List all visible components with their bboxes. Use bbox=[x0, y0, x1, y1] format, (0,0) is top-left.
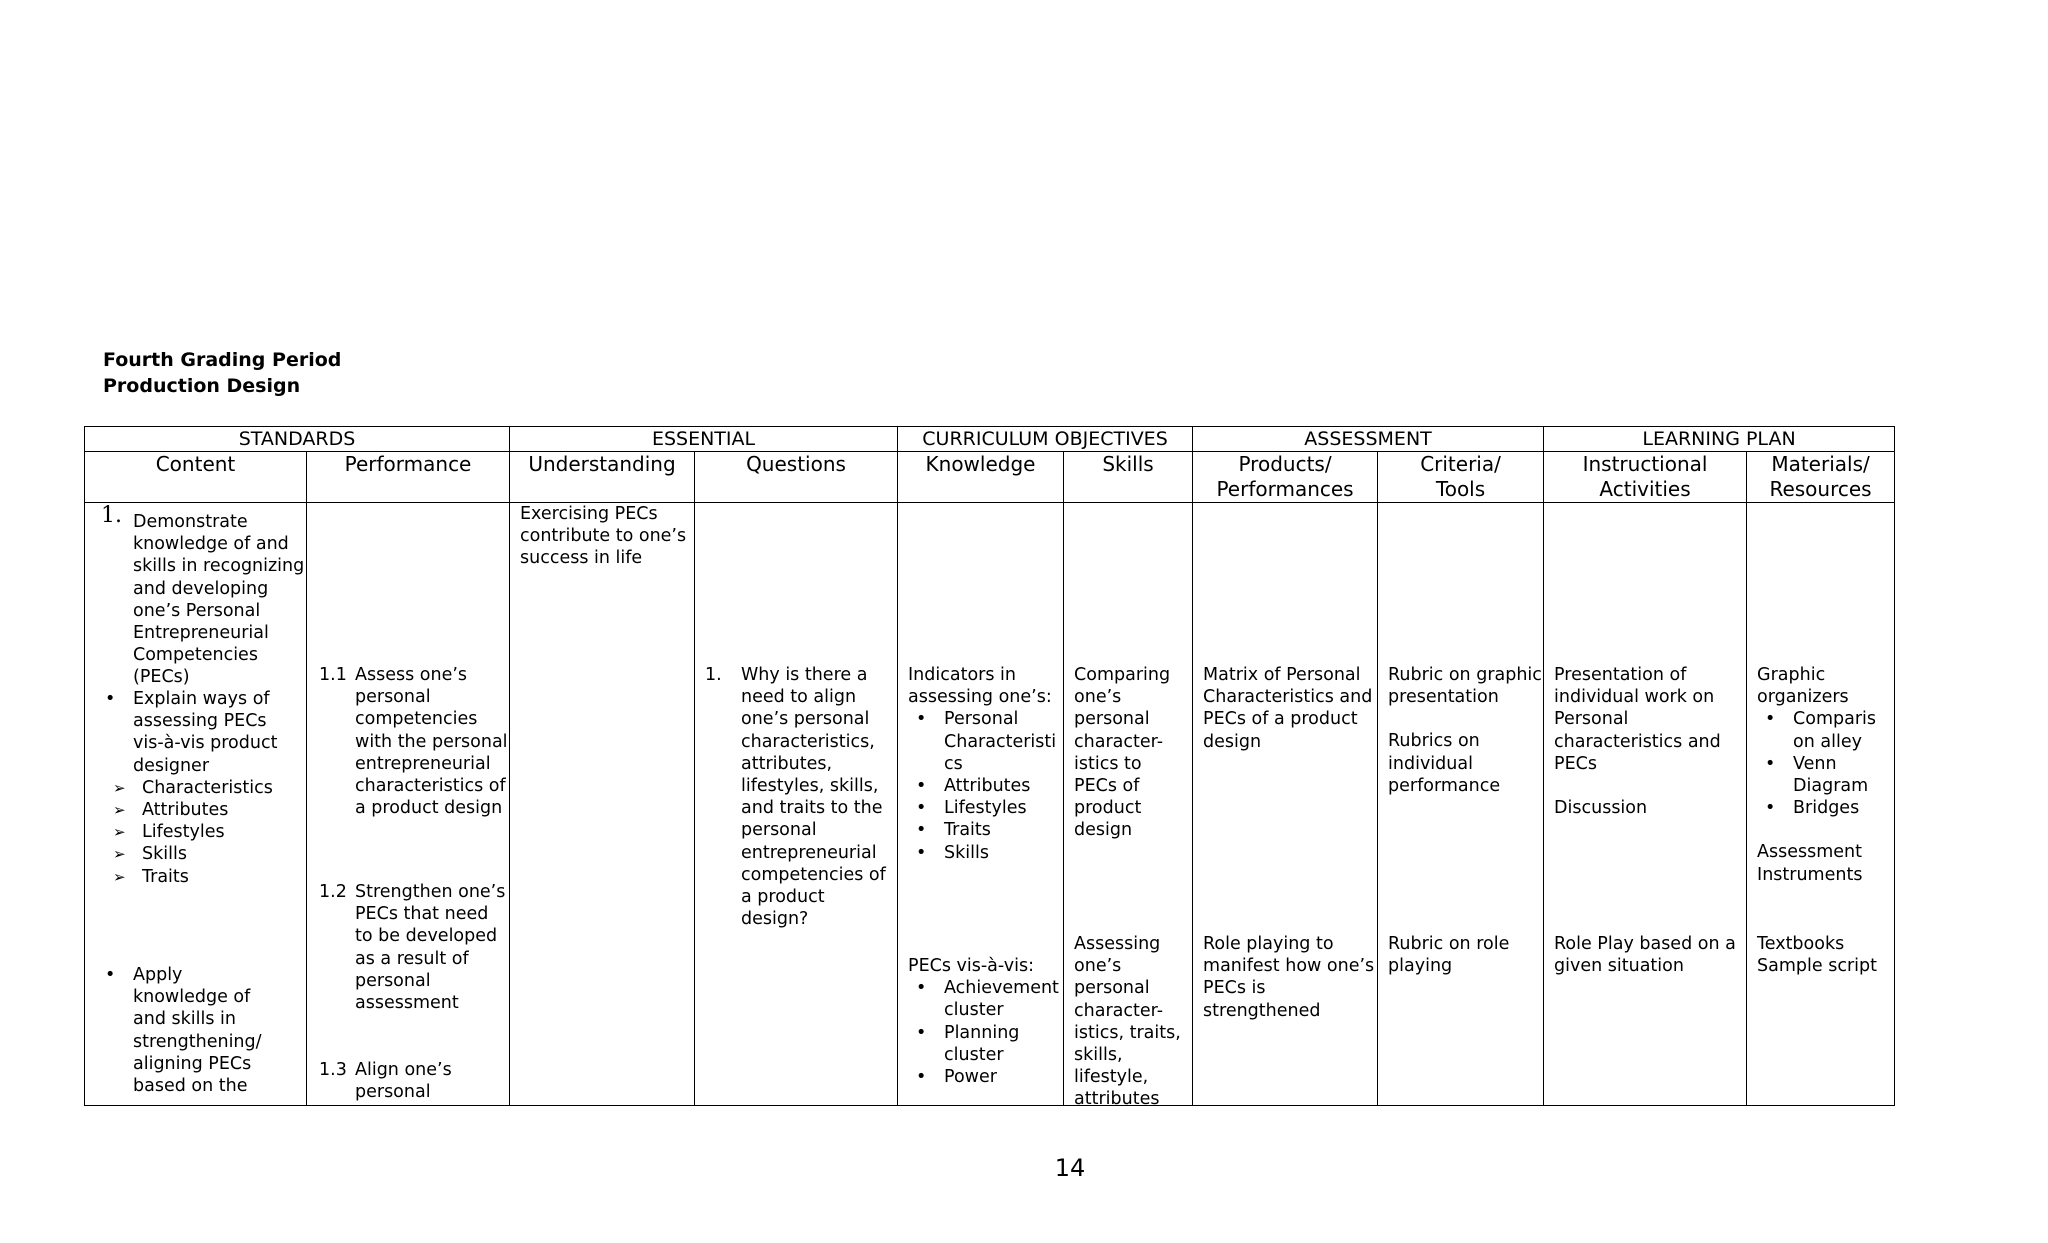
content-bullet-explain bbox=[97, 688, 305, 777]
list-item bbox=[908, 842, 1063, 864]
text-line: knowledge of and bbox=[133, 534, 289, 555]
text-line: skills, bbox=[1074, 1045, 1123, 1066]
text-line: characteristics and bbox=[1554, 731, 1721, 752]
sub-header-row bbox=[85, 452, 1895, 503]
text-line: • Planning bbox=[944, 1022, 1020, 1043]
text-line: personal bbox=[1074, 978, 1150, 999]
text-line: personal bbox=[355, 1082, 431, 1103]
text-line: • Lifestyles bbox=[944, 798, 1027, 819]
subject-title: Production Design bbox=[103, 375, 301, 397]
text-line: Sample script bbox=[1757, 956, 1877, 977]
text-line: Why is there a bbox=[741, 665, 868, 685]
text-line: design bbox=[1203, 731, 1262, 752]
text-line: PECs is bbox=[1203, 978, 1266, 999]
header-skills: Skills bbox=[1064, 452, 1193, 503]
cell-criteria bbox=[1378, 503, 1544, 1106]
products-role-playing bbox=[1203, 933, 1377, 1022]
cell-materials bbox=[1747, 503, 1895, 1106]
text-line: presentation bbox=[1388, 687, 1499, 708]
text-line: individual work on bbox=[1554, 687, 1715, 708]
text-line: personal bbox=[741, 820, 817, 841]
text-line: attributes, bbox=[741, 753, 833, 774]
text-line: entrepreneurial bbox=[355, 753, 491, 774]
instructional-role-play bbox=[1554, 933, 1746, 977]
text-line: • Apply bbox=[133, 965, 183, 985]
cell-content bbox=[85, 503, 307, 1106]
text-line: success in life bbox=[520, 548, 643, 569]
instructional-discussion bbox=[1554, 797, 1746, 819]
text-line: a product design bbox=[355, 798, 503, 819]
header-standards: STANDARDS bbox=[85, 427, 510, 452]
header-performance: Performance bbox=[307, 452, 510, 503]
document-heading bbox=[103, 347, 341, 399]
text-line: Rubric on graphic bbox=[1388, 665, 1542, 685]
list-item bbox=[908, 1066, 1063, 1088]
header-learning-plan: LEARNING PLAN bbox=[1544, 427, 1895, 452]
text-line: given situation bbox=[1554, 956, 1684, 977]
text-line: performance bbox=[1388, 775, 1501, 796]
header-questions: Questions bbox=[695, 452, 898, 503]
text-line: (PECs) bbox=[133, 667, 190, 688]
table-row bbox=[85, 503, 1895, 1106]
text-line: lifestyles, skills, bbox=[741, 776, 879, 797]
text-line: one’s bbox=[1074, 687, 1122, 708]
text-line: as a result of bbox=[355, 948, 469, 969]
text-line: Rubric on role bbox=[1388, 934, 1510, 954]
text-line: Comparing bbox=[1074, 665, 1171, 685]
performance-1-2 bbox=[355, 881, 509, 1014]
header-instructional: Instructional Activities bbox=[1544, 452, 1747, 503]
text-line: on alley bbox=[1793, 731, 1862, 752]
text-line: and developing bbox=[133, 578, 269, 599]
header-curriculum-objectives: CURRICULUM OBJECTIVES bbox=[898, 427, 1193, 452]
products-matrix bbox=[1203, 664, 1377, 753]
text-line: cluster bbox=[944, 1044, 1004, 1065]
text-line: Role Play based on a bbox=[1554, 934, 1736, 954]
text-line: • Personal bbox=[944, 709, 1019, 730]
text-line: Assessing bbox=[1074, 934, 1161, 954]
curriculum-guide-table bbox=[84, 426, 1895, 1110]
content-item-text bbox=[133, 511, 305, 689]
list-item bbox=[1757, 797, 1894, 819]
text-line: Textbooks bbox=[1757, 934, 1845, 954]
text-line: istics, traits, bbox=[1074, 1022, 1181, 1043]
text-line: personal bbox=[355, 687, 431, 708]
text-line: PECs bbox=[1554, 753, 1597, 774]
page-number: 14 bbox=[1054, 1154, 1086, 1182]
text-line: skills in recognizing bbox=[133, 556, 305, 577]
text-line: Characteristi bbox=[944, 731, 1057, 752]
text-line: entrepreneurial bbox=[741, 842, 877, 863]
criteria-role-playing bbox=[1388, 933, 1543, 977]
text-line: manifest how one’s bbox=[1203, 956, 1375, 977]
text-line: Discussion bbox=[1554, 798, 1648, 819]
header-content: Content bbox=[85, 452, 307, 503]
text-line: Competencies bbox=[133, 645, 258, 666]
text-line: PECs that need bbox=[355, 904, 489, 925]
text-line: Personal bbox=[1554, 709, 1629, 730]
performance-1-3 bbox=[355, 1059, 509, 1103]
text-line: Characteristics and bbox=[1203, 687, 1373, 708]
materials-assessment bbox=[1757, 841, 1894, 885]
cell-performance: 1.1 Assess one’s personal competencies with the personal entrepreneurial characteristics of a product design 1.2 Strengthen one’s PECs that need to be developed as a result of personal assessment 1.3 Align one’s personal bbox=[307, 503, 510, 1106]
text-line: assessing PECs bbox=[133, 711, 267, 732]
text-line: Rubrics on bbox=[1388, 731, 1480, 752]
content-arrow-list bbox=[97, 777, 305, 888]
header-products: Products/ Performances bbox=[1193, 452, 1378, 503]
criteria-individual bbox=[1388, 730, 1543, 797]
group-header-row bbox=[85, 427, 1895, 452]
text-line: a product bbox=[741, 887, 825, 908]
text-line: Assessment bbox=[1757, 842, 1863, 863]
text-line: Role playing to bbox=[1203, 934, 1334, 954]
text-line: strengthening/ bbox=[133, 1031, 262, 1052]
list-item: ➢ Traits bbox=[97, 866, 305, 888]
text-line: based on the bbox=[133, 1076, 248, 1097]
text-line: strengthened bbox=[1203, 1000, 1321, 1021]
header-criteria: Criteria/ Tools bbox=[1378, 452, 1544, 503]
knowledge-cluster-list bbox=[908, 977, 1063, 1088]
text-line: and skills in bbox=[133, 1009, 236, 1030]
text-line: design bbox=[1074, 820, 1133, 841]
text-line: individual bbox=[1388, 753, 1473, 774]
text-line: Graphic bbox=[1757, 665, 1826, 685]
text-line: • Power bbox=[944, 1067, 997, 1088]
text-line: • Venn bbox=[1793, 753, 1837, 774]
text-line: competencies of bbox=[741, 864, 886, 885]
text-line: one’s Personal bbox=[133, 600, 261, 621]
text-line: need to align bbox=[741, 687, 857, 708]
cell-instructional bbox=[1544, 503, 1747, 1106]
text-line: competencies bbox=[355, 709, 478, 730]
content-item-number: 1. bbox=[101, 503, 122, 528]
materials-organizer-list bbox=[1757, 708, 1894, 819]
skills-assessing bbox=[1074, 933, 1192, 1111]
instructional-presentation bbox=[1554, 664, 1746, 775]
essential-question-1 bbox=[741, 664, 897, 930]
text-line: organizers bbox=[1757, 687, 1849, 708]
text-line: Indicators in bbox=[908, 665, 1016, 685]
list-item: ➢ Lifestyles bbox=[97, 821, 305, 843]
list-item bbox=[908, 977, 1063, 1021]
knowledge-intro bbox=[908, 664, 1063, 708]
text-line: Presentation of bbox=[1554, 665, 1687, 685]
header-materials: Materials/ Resources bbox=[1747, 452, 1895, 503]
grading-period-title: Fourth Grading Period bbox=[103, 349, 342, 371]
header-knowledge: Knowledge bbox=[898, 452, 1064, 503]
cell-understanding bbox=[510, 503, 695, 1106]
text-line: PECs of bbox=[1074, 776, 1140, 797]
list-item bbox=[908, 797, 1063, 819]
skills-comparing bbox=[1074, 664, 1192, 842]
text-line: vis-à-vis product bbox=[133, 733, 278, 754]
text-line: assessment bbox=[355, 993, 459, 1014]
text-line: Strengthen one’s bbox=[355, 882, 506, 902]
header-essential: ESSENTIAL bbox=[510, 427, 898, 452]
text-line: assessing one’s: bbox=[908, 687, 1052, 708]
text-line: character- bbox=[1074, 731, 1164, 752]
text-line: characteristics, bbox=[741, 731, 875, 752]
text-line: playing bbox=[1388, 956, 1453, 977]
text-line: design? bbox=[741, 909, 809, 930]
text-line: with the personal bbox=[355, 731, 508, 752]
materials-graphic-organizers bbox=[1757, 664, 1894, 708]
cell-products bbox=[1193, 503, 1378, 1106]
text-line: • Traits bbox=[944, 820, 991, 841]
text-line: aligning PECs bbox=[133, 1053, 252, 1074]
text-line: product bbox=[1074, 798, 1142, 819]
text-line: Assess one’s bbox=[355, 665, 468, 685]
text-line: istics to bbox=[1074, 753, 1142, 774]
text-line: Entrepreneurial bbox=[133, 623, 269, 644]
text-line: cs bbox=[944, 753, 963, 774]
text-line: personal bbox=[1074, 709, 1150, 730]
list-item bbox=[908, 1022, 1063, 1066]
text-line: • Comparis bbox=[1793, 709, 1877, 730]
text-line: to be developed bbox=[355, 926, 498, 947]
text-line: • Bridges bbox=[1793, 798, 1860, 819]
text-line: one’s bbox=[1074, 956, 1122, 977]
cell-questions: 1. Why is there a need to align one’s personal characteristics, attributes, lifestyles, skills, and traits to the personal entrepreneurial competencies of a product design? bbox=[695, 503, 898, 1106]
text-line: • Explain ways of bbox=[133, 689, 270, 709]
list-item: ➢ Skills bbox=[97, 843, 305, 865]
list-item bbox=[908, 819, 1063, 841]
list-item bbox=[1757, 708, 1894, 752]
text-line: • Achievement bbox=[944, 978, 1059, 999]
cell-skills bbox=[1064, 503, 1193, 1110]
header-assessment: ASSESSMENT bbox=[1193, 427, 1544, 452]
text-line: Diagram bbox=[1793, 776, 1869, 797]
materials-textbooks bbox=[1757, 933, 1894, 977]
text-line: one’s personal bbox=[741, 709, 870, 730]
cell-knowledge bbox=[898, 503, 1064, 1106]
text-line: characteristics of bbox=[355, 776, 506, 797]
text-line: knowledge of bbox=[133, 987, 251, 1008]
text-line: Align one’s bbox=[355, 1060, 452, 1080]
understanding-text bbox=[520, 503, 692, 570]
content-bullet-apply bbox=[97, 964, 305, 1097]
text-line: • Attributes bbox=[944, 776, 1031, 797]
text-line: lifestyle, bbox=[1074, 1067, 1149, 1088]
list-item: ➢ Characteristics bbox=[97, 777, 305, 799]
text-line: and traits to the bbox=[741, 798, 883, 819]
text-line: personal bbox=[355, 970, 431, 991]
list-item bbox=[1757, 753, 1894, 797]
knowledge-indicator-list bbox=[908, 708, 1063, 863]
text-line: • Skills bbox=[944, 842, 989, 863]
list-item: ➢ Attributes bbox=[97, 799, 305, 821]
text-line: attributes bbox=[1074, 1089, 1160, 1110]
performance-1-1 bbox=[355, 664, 509, 819]
text-line: Exercising PECs bbox=[520, 504, 658, 524]
text-line: PECs of a product bbox=[1203, 709, 1358, 730]
knowledge-intro-2: PECs vis-à-vis: bbox=[908, 956, 1034, 976]
text-line: cluster bbox=[944, 1000, 1004, 1021]
header-understanding: Understanding bbox=[510, 452, 695, 503]
text-line: Demonstrate bbox=[133, 512, 248, 532]
list-item bbox=[908, 708, 1063, 775]
text-line: Matrix of Personal bbox=[1203, 665, 1361, 685]
text-line: designer bbox=[133, 755, 210, 776]
text-line: character- bbox=[1074, 1000, 1164, 1021]
text-line: contribute to one’s bbox=[520, 526, 687, 547]
list-item bbox=[908, 775, 1063, 797]
text-line: Instruments bbox=[1757, 864, 1863, 885]
criteria-graphic bbox=[1388, 664, 1543, 708]
